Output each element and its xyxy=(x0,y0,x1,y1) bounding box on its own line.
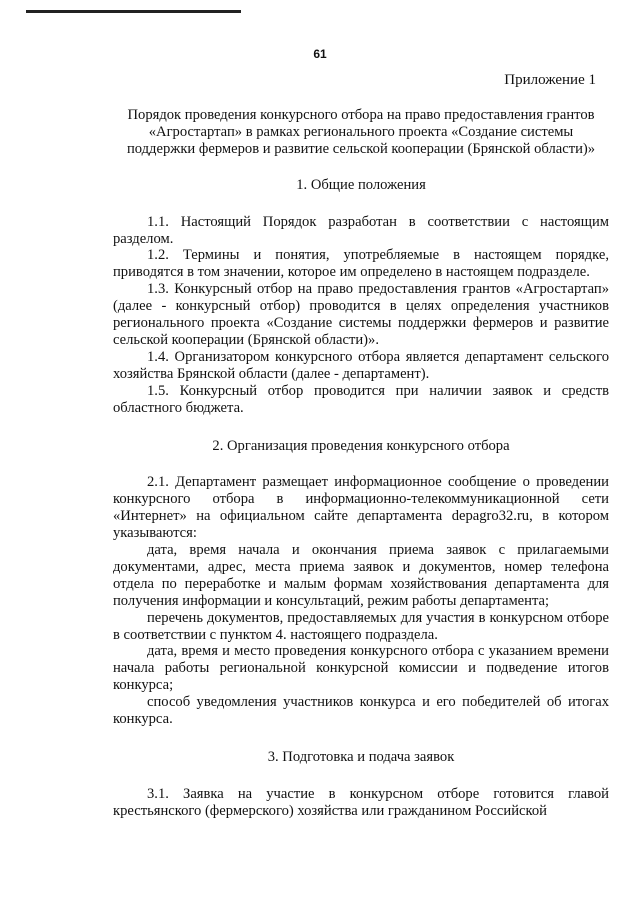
section-heading: 3. Подготовка и подача заявок xyxy=(267,749,455,765)
document-body xyxy=(113,107,609,820)
document-title: Порядок проведения конкурсного отбора на право предоставления грантов «Агростартап» в рамках регионального проекта «Создание системы поддержки фермеров и развитие сельской кооперации (Брянской области)» xyxy=(126,107,596,157)
paragraph: способ уведомления участников конкурса и его победителей об итогах конкурса. xyxy=(113,694,609,728)
paragraph: перечень документов, предоставляемых для участия в конкурсном отборе в соответствии с пунктом 4. настоящего подраздела. xyxy=(113,609,609,643)
page-number: 61 xyxy=(313,47,327,61)
section-heading: 2. Организация проведения конкурсного отбора xyxy=(212,437,510,454)
paragraph: 3.1. Заявка на участие в конкурсном отборе готовится главой крестьянского (фермерского) хозяйства или гражданином Российской xyxy=(113,785,609,819)
paragraph: 1.3. Конкурсный отбор на право предоставления грантов «Агростартап» (далее - конкурсный отбор) проводится в целях определения участников регионального проекта «Создание системы поддержки фермеров и развитие сельской кооперации (Брянской области)». xyxy=(113,281,609,348)
paragraph: дата, время начала и окончания приема заявок с прилагаемыми документами, адрес, места приема заявок и документов, номер телефона отдела по переработке и малым формам хозяйствования департамента для получения информации и консультаций, режим работы департамента; xyxy=(113,542,609,609)
paragraph: дата, время и место проведения конкурсного отбора с указанием времени начала работы региональной конкурсной комиссии и подведение итогов конкурса; xyxy=(113,643,609,694)
paragraph: 1.1. Настоящий Порядок разработан в соответствии с настоящим разделом. xyxy=(113,213,609,247)
top-rule xyxy=(26,10,241,13)
paragraph: 1.4. Организатором конкурсного отбора является департамент сельского хозяйства Брянской области (далее - департамент). xyxy=(113,348,609,382)
appendix-label: Приложение 1 xyxy=(504,72,596,88)
section-heading: 1. Общие положения xyxy=(296,176,426,193)
paragraph: 2.1. Департамент размещает информационное сообщение о проведении конкурсного отбора в информационно-телекоммуникационной сети «Интернет» на официальном сайте департамента depagro32.ru, в котором указываются: xyxy=(113,474,609,542)
paragraph: 1.5. Конкурсный отбор проводится при наличии заявок и средств областного бюджета. xyxy=(113,382,609,416)
paragraph: 1.2. Термины и понятия, употребляемые в настоящем порядке, приводятся в том значении, которое им определено в настоящем подразделе. xyxy=(113,247,609,281)
